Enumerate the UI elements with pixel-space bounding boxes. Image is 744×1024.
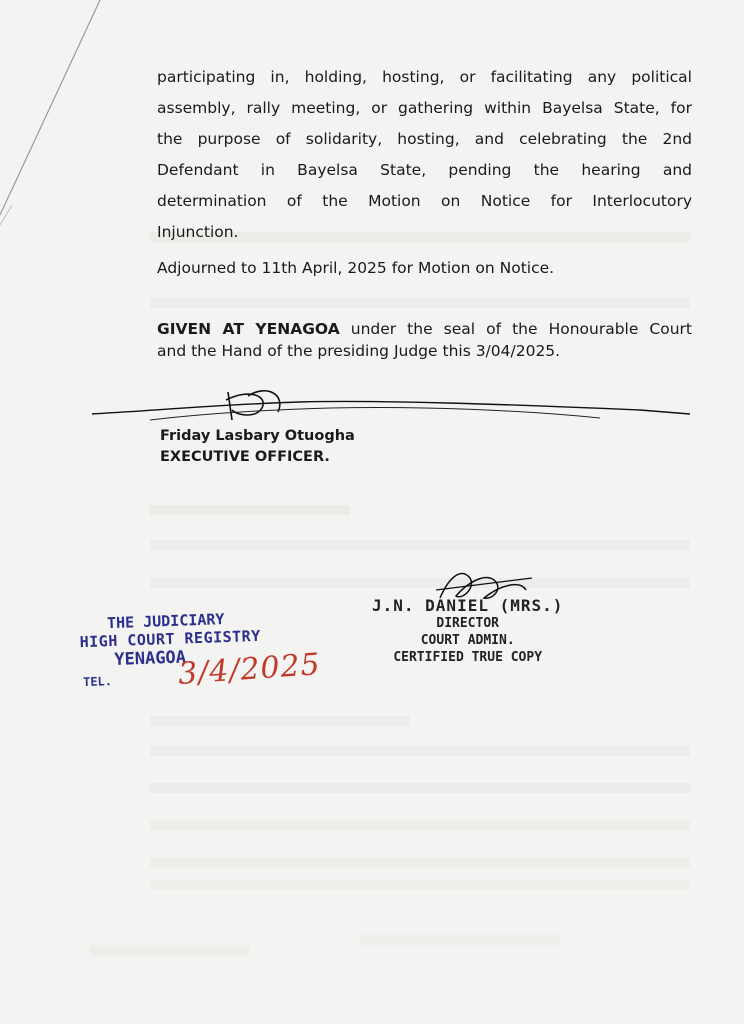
certified-true-copy-label: CERTIFIED TRUE COPY: [393, 650, 543, 665]
order-line: the purpose of solidarity, hosting, and celebrating the 2nd: [157, 130, 692, 148]
given-at-lead: GIVEN AT YENAGOA: [157, 320, 340, 338]
adjournment-line: Adjourned to 11th April, 2025 for Motion on Notice.: [157, 259, 555, 277]
court-admin-label: COURT ADMIN.: [420, 633, 515, 648]
stamp-handwritten-date: 3/4/2025: [176, 647, 322, 692]
director-role: DIRECTOR: [436, 616, 499, 631]
stamp-city: YENAGOA: [113, 647, 187, 670]
order-line: Defendant in Bayelsa State, pending the hearing and: [157, 161, 692, 179]
director-name: J.N. DANIEL (MRS.): [372, 596, 564, 615]
order-line: Injunction.: [157, 223, 239, 241]
stamp-registry: HIGH COURT REGISTRY: [79, 626, 262, 652]
director-block: [372, 596, 563, 666]
stamp-tel: TEL.: [82, 674, 113, 690]
given-at-line-2: and the Hand of the presiding Judge this 3/04/2025.: [157, 342, 561, 360]
officer-title: EXECUTIVE OFFICER.: [160, 449, 330, 465]
given-at-rest: under the seal of the Honourable Court: [339, 320, 693, 338]
officer-name: Friday Lasbary Otuogha: [160, 428, 355, 444]
stamp-judiciary: THE JUDICIARY: [106, 610, 225, 633]
order-line: determination of the Motion on Notice for Interlocutory: [157, 192, 692, 210]
order-line: assembly, rally meeting, or gathering within Bayelsa State, for: [157, 99, 692, 117]
order-line: participating in, holding, hosting, or facilitating any political: [157, 68, 692, 86]
